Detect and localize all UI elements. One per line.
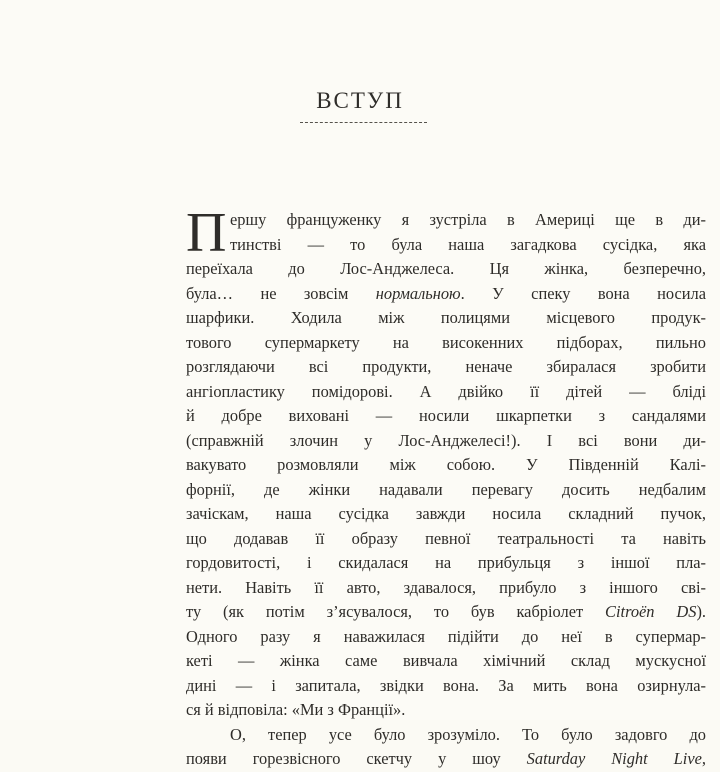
text-line: нети. Навіть її авто, здавалося, прибуло з іншого сві- [186,577,706,597]
text-segment: ). [696,602,706,621]
second-paragraph [186,723,710,772]
text-segment: . У спеку вона носила [460,283,706,303]
text-segment: ту (як потім з’ясувалося, то був кабріолет [186,602,606,621]
italic-text: нормальною [375,283,461,303]
text-line [186,282,706,307]
drop-cap: П [186,202,227,264]
text-segment: появи горезвісного скетчу у шоу [186,749,527,768]
text-line: кеті — жінка саме вивчала хімічний склад мускусної [186,651,706,670]
text-segment: була… не зовсім [186,283,376,303]
text-line: О, тепер усе було зрозуміло. То було задовго до [230,724,706,744]
text-line: розглядаючи всі продукти, неначе збиралася зробити [186,357,706,376]
chapter-heading: ВСТУП [316,88,404,113]
text-line: переїхала до Лос-Анджелеса. Ця жінка, безперечно, [186,259,706,278]
text-line: ангіопластику помідорові. А двійко її дітей — бліді [186,381,706,401]
text-line: форнії, де жінки надавали перевагу досить недбалим [186,479,706,499]
body-text [186,202,710,772]
text-segment: , [701,749,706,768]
text-line: шарфики. Ходила між полицями місцевого продук- [186,308,706,327]
text-line: тового супермаркету на високенних підборах, пильно [186,332,706,352]
text-line: ся й відповіла: «Ми з Франції». [186,700,406,719]
italic-text: Saturday Night Live [526,749,702,768]
text-line [186,747,706,772]
text-line: дині — і запитала, звідки вона. За мить вона озирнула- [186,675,706,695]
first-paragraph [186,202,710,723]
text-line: ершу француженку я зустріла в Америці ще в ди- [230,210,706,229]
text-line: тинстві — то була наша загадкова сусідка, яка [230,234,706,254]
italic-text: Citroën DS [605,602,697,621]
text-line: зачіскам, наша сусідка завжди носила складний пучок, [186,504,706,523]
text-line: Одного разу я наважилася підійти до неї в супермар- [186,626,706,646]
text-line: гордовитості, і скидалася на прибульця з іншої пла- [186,553,706,572]
text-line [186,600,706,625]
text-line: й добре виховані — носили шкарпетки з сандалями [186,406,706,425]
text-line: вакувато розмовляли між собою. У Південній Калі- [186,455,706,474]
heading-divider [300,122,427,123]
text-line: (справжній злочин у Лос-Анджелесі!). І всі вони ди- [186,430,706,450]
text-line: що додавав її образу певної театральності та навіть [186,528,706,548]
